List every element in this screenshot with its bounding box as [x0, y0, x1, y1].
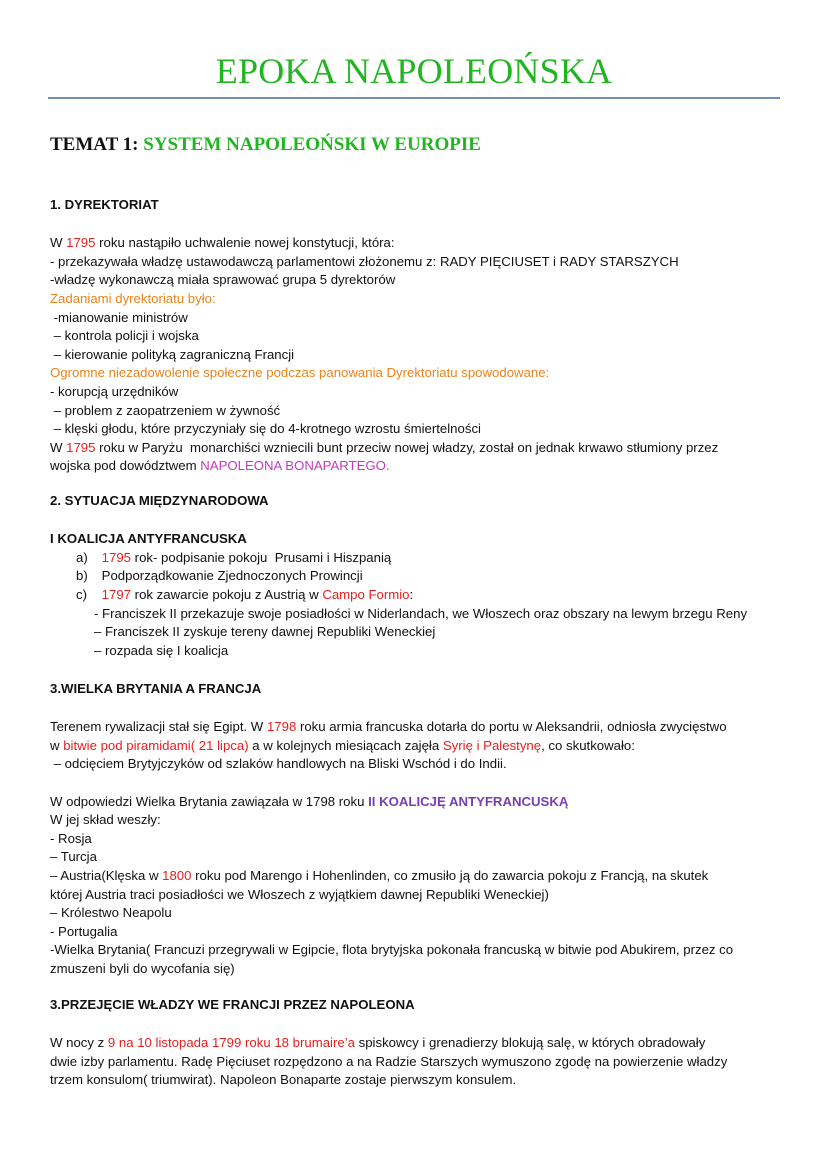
battle-highlight: bitwie pod piramidami( 21 lipca)	[63, 737, 249, 753]
paragraph-line: – odcięciem Brytyjczyków od szlaków handlowych na Bliski Wschód i do Indii.	[50, 756, 507, 772]
coalition-highlight: II KOALICJĘ ANTYFRANCUSKĄ	[368, 793, 569, 809]
list-item: – Królestwo Neapolu	[50, 905, 172, 921]
place-highlight: Campo Formio	[322, 586, 410, 602]
year-highlight: 1795	[66, 439, 96, 455]
paragraph-egypt: Terenem rywalizacji stał się Egipt. W 1798 roku armia francuska dotarła do portu w Aleksandrii, odniosła zwycięstwo	[50, 719, 727, 735]
paragraph-line: - przekazywała władzę ustawodawczą parlamentowi złożonemu z: RADY PIĘCIUSET i RADY STARSZYCH	[50, 253, 679, 269]
section-heading: 2. SYTUACJA MIĘDZYNARODOWA	[50, 493, 269, 508]
paragraph-line: trzem konsulom( triumwirat). Napoleon Bonaparte zostaje pierwszym konsulem.	[50, 1072, 517, 1088]
topic-heading	[50, 134, 481, 156]
coalition-heading: I KOALICJA ANTYFRANCUSKA	[50, 531, 247, 547]
section-dyrektoriat	[50, 196, 790, 476]
paragraph-line: -władzę wykonawczą miała sprawować grupa 5 dyrektorów	[50, 272, 396, 288]
list-item-cont: której Austria traci posiadłości we Włoszech z wyjątkiem dawnej Republiki Weneckiej)	[50, 886, 549, 902]
list-item: – klęski głodu, które przyczyniały się do 4-krotnego wzrostu śmiertelności	[50, 421, 481, 437]
section-heading: 3.WIELKA BRYTANIA A FRANCJA	[50, 681, 262, 696]
topic-name: SYSTEM NAPOLEOŃSKI W EUROPIE	[143, 134, 481, 155]
section-napoleon-takeover	[50, 996, 790, 1090]
list-item: – kontrola policji i wojska	[50, 328, 199, 344]
list-item-a: a) 1795 rok- podpisanie pokoju Prusami i Hiszpanią	[76, 549, 392, 565]
list-item: – Turcja	[50, 849, 97, 865]
year-highlight: 1795	[101, 549, 132, 565]
list-item: - Portugalia	[50, 923, 118, 939]
lands-highlight: Syrię i Palestynę	[442, 737, 542, 753]
paragraph-constitution: W 1795 roku nastąpiło uchwalenie nowej konstytucji, która:	[50, 235, 395, 251]
members-heading: W jej skład weszły:	[50, 812, 161, 828]
list-item-c: c) 1797 rok zawarcie pokoju z Austrią w Campo Formio:	[76, 586, 414, 602]
year-highlight: 1797	[101, 586, 132, 602]
section-heading: 1. DYREKTORIAT	[50, 197, 159, 212]
section-britain-france	[50, 680, 790, 979]
list-item: - korupcją urzędników	[50, 383, 179, 399]
list-item: - Rosja	[50, 830, 92, 846]
paragraph-coup: W nocy z 9 na 10 listopada 1799 roku 18 brumaire’a spiskowcy i grenadierzy blokują salę, w których obradowały	[50, 1035, 706, 1051]
sub-list-item: – rozpada się I koalicja	[94, 642, 229, 658]
title-divider	[48, 97, 780, 99]
section-international	[50, 492, 790, 660]
section-heading: 3.PRZEJĘCIE WŁADZY WE FRANCJI PRZEZ NAPOLEONA	[50, 997, 415, 1012]
paragraph-egypt-cont: w bitwie pod piramidami( 21 lipca) a w kolejnych miesiącach zajęła Syrię i Palestynę, co skutkowało:	[50, 737, 635, 753]
paragraph-revolt-cont: wojska pod dowództwem NAPOLEONA BONAPARTEGO.	[50, 458, 390, 474]
list-item: – problem z zaopatrzeniem w żywność	[50, 402, 281, 418]
list-item-cont: zmuszeni byli do wycofania się)	[50, 960, 235, 976]
list-item-b: b) Podporządkowanie Zjednoczonych Prowincji	[76, 568, 363, 584]
list-item: -mianowanie ministrów	[50, 309, 188, 325]
year-highlight: 1795	[66, 235, 96, 251]
paragraph-response: W odpowiedzi Wielka Brytania zawiązała w 1798 roku II KOALICJĘ ANTYFRANCUSKĄ	[50, 793, 569, 809]
subheading-tasks: Zadaniami dyrektoriatu było:	[50, 290, 216, 306]
document-title: EPOKA NAPOLEOŃSKA	[215, 51, 613, 91]
name-highlight: NAPOLEONA BONAPARTEGO.	[200, 458, 390, 474]
topic-label: TEMAT 1:	[50, 134, 139, 155]
sub-list-item: – Franciszek II zyskuje tereny dawnej Republiki Weneckiej	[94, 624, 436, 640]
year-highlight: 1800	[162, 867, 192, 883]
sub-list-item: - Franciszek II przekazuje swoje posiadłości w Niderlandach, we Włoszech oraz obszary na lewym brzegu Reny	[94, 605, 748, 621]
list-item: – kierowanie polityką zagraniczną Francji	[50, 346, 295, 362]
list-item: -Wielka Brytania( Francuzi przegrywali w Egipcie, flota brytyjska pokonała francuską w bitwie pod Abukirem, przez co	[50, 942, 734, 958]
year-highlight: 1798	[266, 719, 297, 735]
date-highlight: 9 na 10 listopada 1799 roku 18 brumaire’a	[107, 1035, 355, 1051]
paragraph-line: dwie izby parlamentu. Radę Pięciuset rozpędzono a na Radzie Starszych wymuszono zgodę na powierzenie władzy	[50, 1053, 728, 1069]
paragraph-revolt: W 1795 roku w Paryżu monarchiści wzniecili bunt przeciw nowej władzy, został on jednak krwawo stłumiony przez	[50, 439, 719, 455]
list-item-austria: – Austria(Klęska w 1800 roku pod Marengo i Hohenlinden, co zmusiło ją do zawarcia pokoju z Francją, na skutek	[50, 867, 709, 883]
subheading-discontent: Ogromne niezadowolenie społeczne podczas panowania Dyrektoriatu spowodowane:	[50, 365, 550, 381]
